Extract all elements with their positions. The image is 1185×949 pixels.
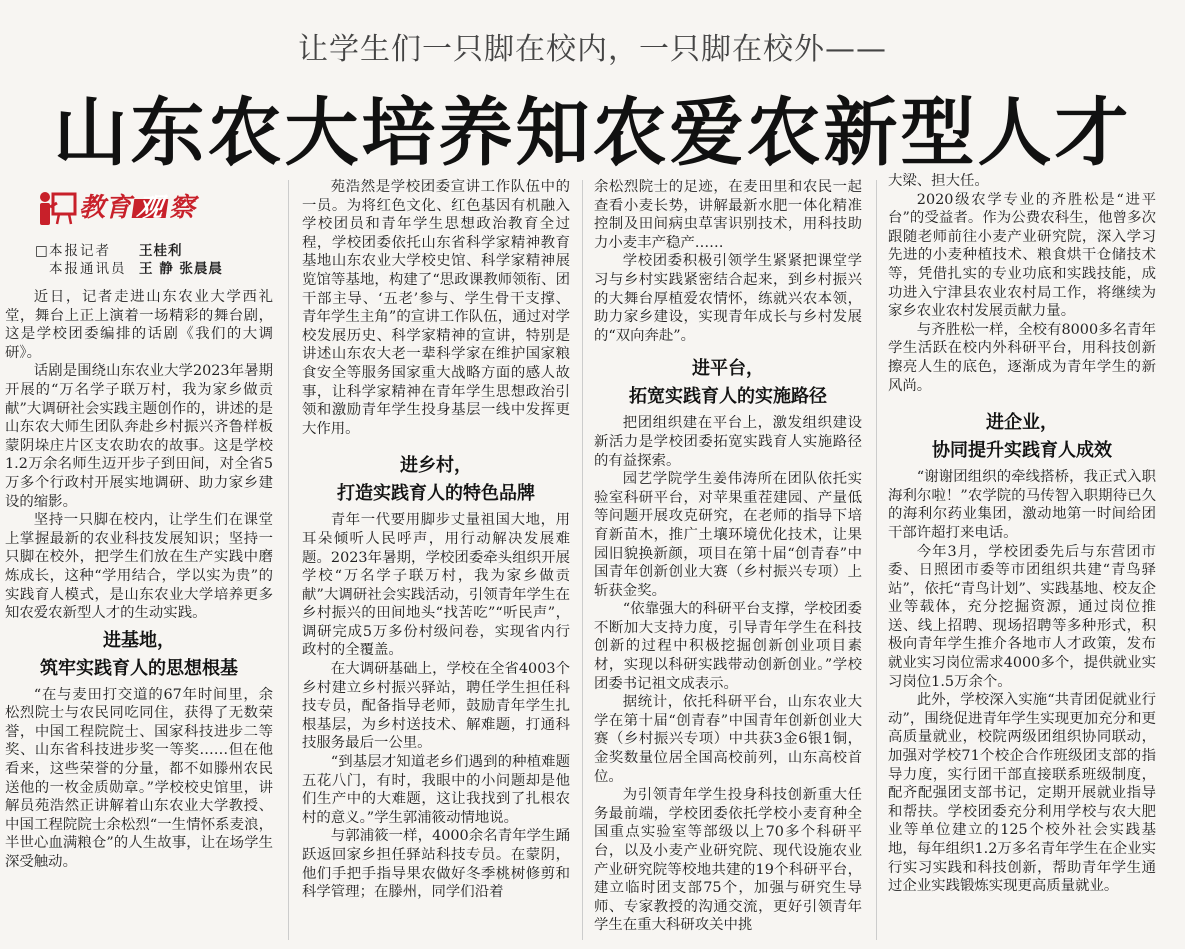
column-divider	[582, 180, 583, 940]
byline	[35, 242, 273, 278]
paragraph: “谢谢团组织的牵线搭桥，我正式入职海利尔啦！”农学院的马传智入职期待已久的海利尔药业集团，激动地第一时间给团干部许超打来电话。	[888, 469, 1156, 541]
headline: 山东农大培养知农爱农新型人才	[53, 90, 1132, 176]
paragraph: 青年一代要用脚步丈量祖国大地，用耳朵倾听人民呼声，用行动解决发展难题。2023年暑期，学校团委牵头组织开展学校“万名学子联万村，我为家乡做贡献”大调研社会实践活动，引领青年学生在乡村振兴的田间地头“找苦吃”“听民声”，调研完成5万多份村级问卷，实现省内行政村的全覆盖。	[302, 512, 570, 659]
section-heading: 进企业， 协同提升实践育人成效	[932, 412, 1112, 462]
paragraph: 在大调研基础上，学校在全省4003个乡村建立乡村振兴驿站，聘任学生担任科技专员，配备指导老师，鼓励青年学生扎根基层，为乡村送技术、解难题，打通科技服务最后一公里。	[302, 661, 570, 752]
paragraph: “在与麦田打交道的67年时间里，余松烈院士与农民同吃同住，获得了无数荣誉，中国工程院院士、国家科技进步二等奖、山东省科技进步奖一等奖……但在他看来，这些荣誉的分量，都不如滕州农民送他的一枚金质勋章。”学校校史馆里，讲解员苑浩然正讲解着山东农业大学教授、中国工程院院士余松烈“一生情怀系麦浪，半世心血满粮仓”的人生故事，让在场学生深受触动。	[5, 686, 273, 871]
article-column-2	[302, 178, 570, 948]
paragraph: 与郭浦筱一样，4000余名青年学生踊跃返回家乡担任驿站科技专员。在蒙阴，他们手把手指导果农做好冬季桃树修剪和科学管理；在滕州，同学们沿着	[302, 828, 570, 901]
article-column-1	[5, 178, 273, 948]
section-heading: 进基地， 筑牢实践育人的思想根基	[40, 629, 238, 679]
paragraph: 把团组织建在平台上，激发组织建设新活力是学校团委拓宽实践育人实施路径的有益探索。	[594, 415, 862, 469]
section-badge	[37, 182, 273, 234]
badge-text-inspect: 察	[169, 192, 196, 223]
paragraph: 与齐胜松一样，全校有8000多名青年学生活跃在校内外科研平台，用科技创新擦亮人生的底色，逐渐成为青年学生的新风尚。	[888, 321, 1156, 394]
paragraph: 近日，记者走进山东农业大学西礼堂，舞台上正上演着一场精彩的舞台剧，这是学校团委编排的话剧《我们的大调研》。	[5, 289, 273, 361]
subtitle: 让学生们一只脚在校内，一只脚在校外——	[298, 32, 887, 67]
paragraph: 学校团委积极引领学生紧紧把课堂学习与乡村实践紧密结合起来，到乡村振兴的大舞台厚植爱农情怀，练就兴农本领，助力家乡建设，实现青年成长与乡村发展的“双向奔赴”。	[594, 253, 862, 344]
paragraph: 据统计，依托科研平台，山东农业大学在第十届“创青春”中国青年创新创业大赛（乡村振兴专项）中共获3金6银1铜，金奖数量位居全国高校前列，山东高校首位。	[594, 694, 862, 785]
paragraph: 园艺学院学生姜伟涛所在团队依托实验室科研平台，对苹果重茬建园、产量低等问题开展攻克研究，在老师的指导下培育新苗木，推广土壤环境优化技术，让果园旧貌换新颜，项目在第十届“创青春”中国青年创新创业大赛（乡村振兴专项）上斩获金奖。	[594, 471, 862, 599]
square-bullet-icon: □	[35, 243, 48, 259]
article-column-4	[888, 172, 1156, 942]
byline-role: 本报记者	[49, 243, 111, 259]
article-column-3	[594, 178, 862, 948]
byline-names: 王桂利	[139, 243, 183, 259]
column-divider	[288, 180, 289, 940]
badge-text-education: 教育	[79, 192, 132, 223]
paragraph: 此外，学校深入实施“共青团促就业行动”，围绕促进青年学生实现更加充分和更高质量就业，校院两级团组织协同联动，加强对学校71个校企合作班级团支部的指导力度，实行团干部直接联系班级制度，配齐配强团支部书记，定期开展就业指导和帮扶。学校团委充分利用学校与农大肥业等单位建立的125个校外社会实践基地，每年组织1.2万多名青年学生在企业实行实习实践和科技创新，帮助青年学生通过企业实践锻炼实现更高质量就业。	[888, 692, 1156, 895]
paragraph: 大梁、担大任。	[888, 173, 989, 189]
paragraph: 话剧是围绕山东农业大学2023年暑期开展的“万名学子联万村，我为家乡做贡献”大调研社会实践主题创作的，讲述的是山东农大师生团队奔赴乡村振兴齐鲁样板蒙阴垛庄片区支农助农的故事。这是学校1.2万余名师生迈开步子到田间，对全省5万多个行政村开展实地调研、助力家乡建设的缩影。	[5, 363, 273, 510]
paragraph: 苑浩然是学校团委宣讲工作队伍中的一员。为将红色文化、红色基因有机融入学校团员和青年学生思想政治教育全过程，学校团委依托山东省科学家精神教育基地山东农业大学校史馆、科学家精神展览馆等基地，构建了“思政课教师领衔、团干部主导、‘五老’参与、学生骨干支撑、青年学生主角”的宣讲工作队伍，通过对学校发展历史、科学家精神的宣讲，特别是讲述山东农大老一辈科学家在维护国家粮食安全等服务国家重大战略方面的感人故事，让科学家精神在青年学生思想政治引领和激励青年学生投身基层一线中发挥更大作用。	[302, 179, 570, 437]
paragraph: 2020级农学专业的齐胜松是“进平台”的受益者。作为公费农科生，他曾多次跟随老师前往小麦产业研究院，深入学习先进的小麦种植技术、粮食烘干仓储技术等，凭借扎实的专业功底和实践技能，成功进入宁津县农业农村局工作，将继续为家乡农业农村发展贡献力量。	[888, 191, 1156, 320]
paragraph: “到基层才知道老乡们遇到的种植难题五花八门，有时，我眼中的小问题却是他们生产中的大难题，这让我找到了扎根农村的意义。”学生郭浦筱动情地说。	[302, 754, 570, 826]
person-at-board-icon	[37, 188, 77, 228]
byline-names: 王 静 张晨晨	[139, 261, 223, 277]
byline-role: 本报通讯员	[49, 261, 127, 277]
paragraph: 余松烈院士的足迹，在麦田里和农民一起查看小麦长势，讲解最新水肥一体化精准控制及田间病虫草害识别技术，用科技助力小麦丰产稳产……	[594, 179, 862, 251]
paragraph: 为引领青年学生投身科技创新重大任务最前端，学校团委依托学校小麦育种全国重点实验室等部级以上70多个科研平台，以及小麦产业研究院、现代设施农业产业研究院等校地共建的19个科研平台，建立临时团支部75个，加强与研究生导师、专家教授的沟通交流，更好引领青年学生在重大科研攻关中挑	[594, 787, 862, 934]
column-divider	[876, 180, 877, 940]
badge-text-observe: 观	[132, 199, 169, 218]
paragraph: “依靠强大的科研平台支撑，学校团委不断加大支持力度，引导青年学生在科技创新的过程中积极挖掘创新创业项目素材，实现以科研实践带动创新创业。”学校团委书记祖文成表示。	[594, 601, 862, 692]
paragraph: 今年3月，学校团委先后与东营团市委、日照团市委等市团组织共建“青鸟驿站”，依托“青鸟计划”、实践基地、校友企业等载体，充分挖掘资源，通过岗位推送、线上招聘、现场招聘等多种形式，积极向青年学生推介各地市人才政策，发布就业实习岗位需求4000多个，提供就业实习岗位1.5万余个。	[888, 543, 1156, 690]
section-heading: 进乡村， 打造实践育人的特色品牌	[337, 455, 535, 505]
paragraph: 坚持一只脚在校内，让学生们在课堂上掌握最新的农业科技发展知识；坚持一只脚在校外，把学生们放在生产实践中磨炼成长，这种“学用结合，学以实为贵”的实践育人模式，是山东农业大学培养更多知农爱农新型人才的生动实践。	[5, 512, 273, 622]
section-heading: 进平台， 拓宽实践育人的实施路径	[629, 358, 827, 408]
